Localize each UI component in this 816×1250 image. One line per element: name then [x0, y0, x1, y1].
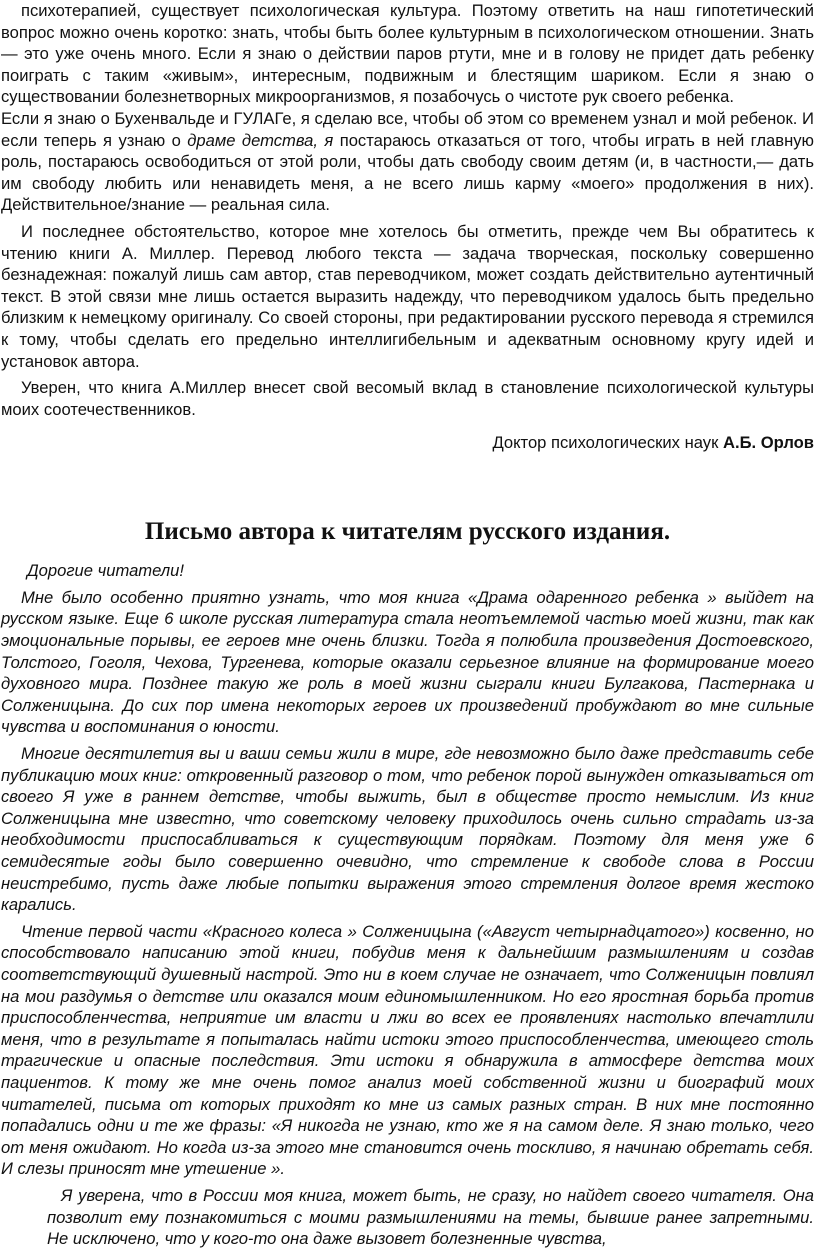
letter-paragraph-1: Мне было особенно приятно узнать, что моя книга «Драма одаренного ребенка » выйдет на русском языке. Еще 6 школе русская литература стала неотъемлемой частью моей жизни, так как эмоциональные порывы, ее героев мне очень близки. Тогда я полюбила произведения Достоевского, Толстого, Гоголя, Чехова, Тургенева, которые оказали серьезное влияние на формирование моего духовного мира. Позднее такую же роль в моей жизни сыграли книги Булгакова, Пастернака и Солженицына. До сих пор имена некоторых героев их произведений пробуждают во мне сильные чувства и воспоминания о юности.	[1, 587, 814, 737]
intro-paragraph-3: И последнее обстоятельство, которое мне хотелось бы отметить, прежде чем Вы обратитесь к чтению книги А. Миллер. Перевод любого текста — задача творческая, поскольку совершенно безнадежная: пожалуй лишь сам автор, став переводчиком, может создать действительно аутентичный текст. В этой связи мне лишь остается выразить надежду, что переводчиком удалось быть предельно близким к немецкому оригиналу. Со своей стороны, при редактировании русского перевода я стремился к тому, чтобы сделать его предельно интеллигибельным и адекватным основному кругу идей и установок автора.	[1, 221, 814, 371]
intro-paragraph-2	[1, 108, 814, 216]
intro-p2-emphasis: драме детства, я	[187, 130, 334, 150]
intro-paragraph-4: Уверен, что книга А.Миллер внесет свой весомый вклад в становление психологической культуры моих соотечественников.	[1, 378, 814, 419]
letter-paragraph-2: Многие десятилетия вы и ваши семьи жили в мире, где невозможно было даже представить себе публикацию моих книг: откровенный разговор о том, что ребенок порой вынужден отказываться от своего Я уже в раннем детстве, чтобы выжить, был в обществе просто немыслим. Из книг Солженицына мне известно, что советскому человеку приходилось очень сильно страдать из-за необходимости приспосабливаться к существующим порядкам. Поэтому для меня уже 6 семидесятые годы было совершенно очевидно, что стремление к свободе слова в России неистребимо, пусть даже любые попытки выражения этого стремления долгое время жестоко карались.	[1, 744, 814, 915]
author-letter	[1, 516, 814, 1249]
intro-paragraph-1: психотерапией, существует психологическая культура. Поэтому ответить на наш гипотетический вопрос можно очень коротко: знать, чтобы быть более культурным в психологическом отношении. Знать — это уже очень много. Если я знаю о действии паров ртути, мне и в голову не придет дать ребенку поиграть с таким «живым», интересным, подвижным и блестящим шариком. Если я знаю о существовании болезнетворных микроорганизмов, я позабочусь о чистоте рук своего ребенка.	[1, 1, 814, 107]
signature-title: Доктор психологических наук	[492, 433, 719, 453]
letter-salutation: Дорогие читатели!	[27, 561, 185, 581]
letter-heading: Письмо автора к читателям русского издания.	[144, 518, 671, 546]
signature-name: А.Б. Орлов	[722, 433, 814, 453]
letter-paragraph-4: Я уверена, что в России моя книга, может быть, не сразу, но найдет своего читателя. Она позволит ему познакомиться с моими размышлениями на темы, бывшие ранее запретными. Не исключено, что у кого-то она даже вызовет болезненные чувства,	[47, 1185, 814, 1249]
intro-p2-text-a: Если я знаю о Бухенвальде и ГУЛАГе, я сделаю все, чтобы об этом со временем узнал и мой ребенок. И если теперь я узнаю о	[1, 108, 814, 150]
intro-p2-text-b: постараюсь отказаться от того, чтобы играть в ней главную роль, постараюсь освободиться от этой роли, чтобы дать свободу своим детям (и, в частности,— дать им свободу любить или ненавидеть меня, а не всего лишь карму «моего» продолжения в них). Действительное/знание — реальная сила.	[1, 130, 814, 215]
signature	[1, 432, 814, 454]
letter-paragraph-3: Чтение первой части «Красного колеса » Солженицына («Август четырнадцатого») косвенно, но способствовало написанию этой книги, побудив меня к дальнейшим размышлениям и создав соответствующий душевный настрой. Это ни в коем случае не означает, что Солженицын повлиял на мои раздумья о детстве или оказался моим единомышленником. Но его яростная борьба против приспособленчества, неприятие им власти и лжи во всех ее проявлениях настолько впечатлили меня, что в результате я попыталась найти истоки этого приспособленчества, имеющего столь трагические и опасные последствия. Эти истоки я обнаружила в атмосфере детства моих пациентов. К тому же мне очень помог анализ моей собственной жизни и биографий моих читателей, письма от которых приходят ко мне из самых разных стран. В них мне постоянно попадались одни и те же фразы: «Я никогда не узнаю, кто же я на самом деле. Я знаю только, чего от меня ожидают. Но когда из-за этого мне становится очень тоскливо, я начинаю обретать себя. И слезы приносят мне утешение ».	[1, 921, 814, 1179]
